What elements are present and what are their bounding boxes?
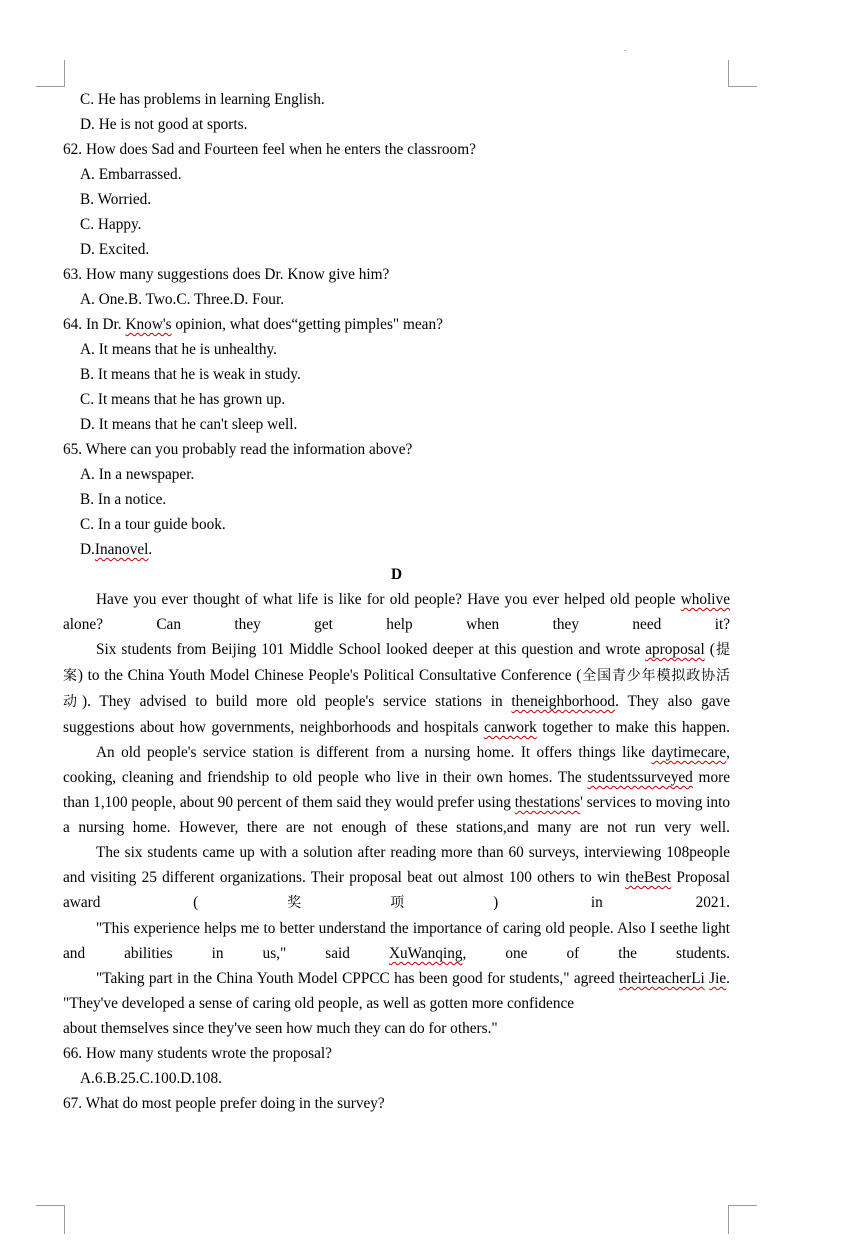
section-heading: D	[390, 566, 403, 583]
flagged-text: canwork	[484, 719, 537, 736]
text: "Taking part in the China Youth Model CPPCC has been good for students," agreed	[96, 970, 620, 987]
chinese-gloss: 全国青少年模拟政协活动	[63, 668, 731, 710]
crop-mark-top-right	[728, 60, 757, 87]
flagged-text: Jie	[709, 970, 727, 987]
chinese-gloss: 提案	[63, 642, 731, 684]
q64-stem	[63, 312, 730, 337]
text: together to make this happen.	[536, 719, 730, 736]
text: ' services to moving into a nursing home. However, there are not enough of these stations,and many are not run very well.	[63, 794, 730, 836]
crop-mark-bottom-right	[728, 1205, 757, 1234]
text: Proposal award (	[63, 869, 730, 911]
q64-option-c: C. It means that he has grown up.	[80, 391, 286, 408]
document-body	[63, 87, 730, 1116]
text: An old people's service station is different from a nursing home. It offers things like	[96, 744, 652, 761]
text: ) in 2021.	[493, 894, 731, 911]
speck	[624, 50, 626, 51]
q64-stem-flagged: Know's	[125, 316, 172, 333]
q64-stem-part: opinion, what does“getting pimples" mean?	[171, 316, 443, 333]
passage-paragraph-5	[63, 916, 730, 966]
q64-option-d: D. It means that he can't sleep well.	[80, 416, 298, 433]
q62-option-b: B. Worried.	[80, 191, 152, 208]
text: , cooking, cleaning and friendship to old people who live in their own homes. The	[63, 744, 730, 786]
text: , one of the students.	[462, 945, 730, 962]
flagged-text: theneighborhood	[511, 693, 616, 710]
q64-option-b: B. It means that he is weak in study.	[80, 366, 301, 383]
q65-option-d-end: .	[148, 541, 153, 558]
text: more than 1,100 people, about 90 percent of them said they would prefer using	[63, 769, 730, 811]
q64-stem-part: 64. In Dr.	[63, 316, 126, 333]
flagged-text: theBest	[625, 869, 672, 886]
q65-option-c: C. In a tour guide book.	[80, 516, 226, 533]
text: ) to the China Youth Model Chinese People's Political Consultative Conference (	[77, 667, 582, 684]
q62-option-d: D. Excited.	[80, 241, 150, 258]
q63-options: A. One.B. Two.C. Three.D. Four.	[80, 291, 285, 308]
passage-paragraph-1	[63, 587, 730, 637]
text: Have you ever thought of what life is like for old people? Have you ever helped old people	[96, 591, 681, 608]
passage-paragraph-6	[63, 966, 730, 1016]
passage-paragraph-6-continued: about themselves since they've seen how much they can do for others."	[63, 1020, 498, 1037]
q65-option-d-flagged: Inanovel	[94, 541, 149, 558]
flagged-text: theirteacherLi	[619, 970, 705, 987]
crop-mark-bottom-left	[36, 1205, 65, 1234]
q65-option-b: B. In a notice.	[80, 491, 167, 508]
flagged-text: XuWanqing	[388, 945, 463, 962]
q62-option-a: A. Embarrassed.	[80, 166, 182, 183]
text: The six students came up with a solution after reading more than 60 surveys, interviewing 108people and visiting 25 different organizations. Their proposal beat out almost 100 others to win	[63, 844, 730, 886]
text: (	[704, 641, 715, 658]
text: . They also gave suggestions about how governments, neighborhoods and hospitals	[63, 693, 731, 736]
flagged-text: wholive	[680, 591, 730, 608]
q65-option-d	[63, 537, 730, 562]
q65-option-a: A. In a newspaper.	[80, 466, 195, 483]
flagged-text: daytimecare	[651, 744, 727, 761]
q66-options: A.6.B.25.C.100.D.108.	[80, 1070, 222, 1087]
text: alone? Can they get help when they need it?	[63, 616, 730, 633]
text: . "They've developed a sense of caring old people, as well as gotten more confidence	[63, 970, 730, 1012]
flagged-text: aproposal	[645, 641, 705, 658]
crop-mark-top-left	[36, 60, 65, 87]
q64-option-a: A. It means that he is unhealthy.	[80, 341, 277, 358]
flagged-text: thestations	[514, 794, 581, 811]
text: ). They advised to build more old people's service stations in	[81, 693, 512, 710]
flagged-text: studentssurveyed	[587, 769, 693, 786]
text: "This experience helps me to better understand the importance of caring old people. Also I seethe light and abilities in us," said	[63, 920, 730, 962]
q66-stem: 66. How many students wrote the proposal?	[63, 1045, 332, 1062]
q65-option-d-letter: D.	[80, 541, 95, 558]
q61-option-c: C. He has problems in learning English.	[80, 91, 325, 108]
q67-stem: 67. What do most people prefer doing in the survey?	[63, 1095, 385, 1112]
passage-paragraph-3	[63, 740, 730, 840]
chinese-gloss: 奖项	[198, 895, 494, 911]
q65-stem: 65. Where can you probably read the information above?	[63, 441, 413, 458]
q62-option-c: C. Happy.	[80, 216, 142, 233]
passage-paragraph-4	[63, 840, 730, 916]
passage-paragraph-2	[63, 637, 730, 740]
q62-stem: 62. How does Sad and Fourteen feel when he enters the classroom?	[63, 141, 476, 158]
q63-stem: 63. How many suggestions does Dr. Know give him?	[63, 266, 390, 283]
text: Six students from Beijing 101 Middle School looked deeper at this question and wrote	[96, 641, 646, 658]
q61-option-d: D. He is not good at sports.	[80, 116, 248, 133]
